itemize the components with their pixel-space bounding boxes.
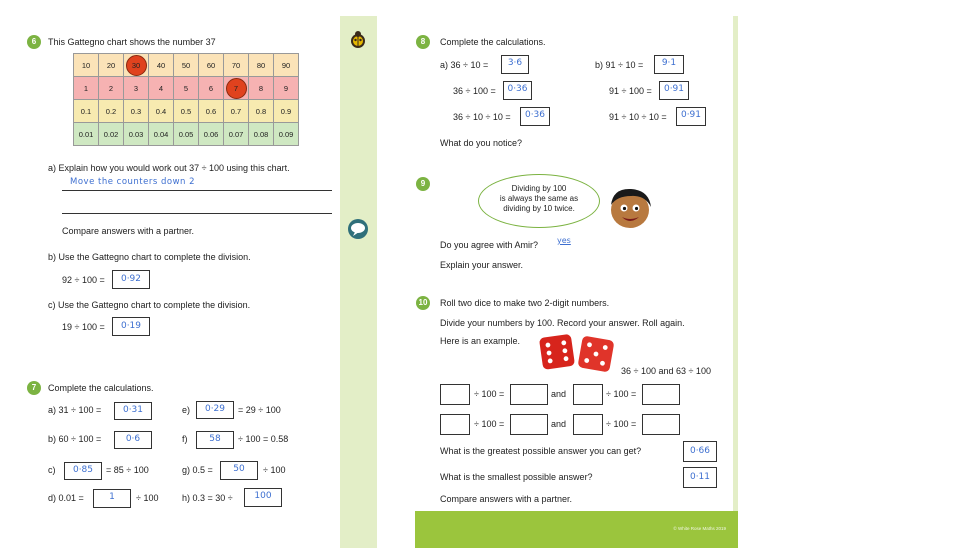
gattegno-cell xyxy=(174,100,199,123)
q7g-text: g) 0.5 = xyxy=(182,465,213,475)
q10-line-2: Divide your numbers by 100. Record your answer. Roll again. xyxy=(440,318,685,328)
q7d-text: d) 0.01 = xyxy=(48,493,84,503)
q8b1-answer-box[interactable]: 9·1 xyxy=(654,55,684,74)
gattegno-cell xyxy=(99,100,124,123)
gattegno-cell xyxy=(124,100,149,123)
question-number-10: 10 xyxy=(416,296,430,310)
gattegno-row xyxy=(74,100,299,123)
speech-bubble-icon xyxy=(347,218,369,240)
q9-agree-text: Do you agree with Amir? xyxy=(440,240,539,250)
q7e-label: e) xyxy=(182,405,191,415)
q8a2-text: 36 ÷ 100 = xyxy=(453,86,496,96)
q8-notice-text: What do you notice? xyxy=(440,138,523,148)
answer-line xyxy=(62,190,332,191)
q8a1-text: a) 36 ÷ 10 = xyxy=(440,60,489,70)
gattegno-cell xyxy=(224,123,249,146)
gattegno-cell-label: 90 xyxy=(281,60,291,70)
gattegno-cell xyxy=(99,123,124,146)
gattegno-cell-label: 5 xyxy=(183,83,189,93)
gattegno-cell xyxy=(199,100,224,123)
div-100-label: ÷ 100 = xyxy=(606,389,637,399)
gattegno-cell-label: 0.5 xyxy=(180,106,192,116)
q7g-post: ÷ 100 xyxy=(263,465,286,475)
record-box[interactable] xyxy=(440,414,470,435)
q10-smallest-answer-box[interactable]: 0·11 xyxy=(683,467,717,488)
q7f-label: f) xyxy=(182,434,188,444)
q7c-text: = 85 ÷ 100 xyxy=(106,465,149,475)
gattegno-cell-label: 1 xyxy=(83,83,89,93)
gattegno-cell-label: 30 xyxy=(131,60,141,70)
q6a-text: a) Explain how you would work out 37 ÷ 100 using this chart. xyxy=(48,163,290,173)
q7f-answer-box[interactable]: 58 xyxy=(196,431,234,449)
gattegno-cell xyxy=(74,77,99,100)
q6c-text: c) Use the Gattegno chart to complete the division. xyxy=(48,300,251,310)
gattegno-cell xyxy=(274,54,299,77)
gattegno-cell xyxy=(249,123,274,146)
record-box[interactable] xyxy=(642,414,680,435)
gattegno-cell xyxy=(274,100,299,123)
and-label: and xyxy=(551,419,567,429)
q7e-text: = 29 ÷ 100 xyxy=(238,405,281,415)
gattegno-cell xyxy=(174,123,199,146)
q7e-answer-box[interactable]: 0·29 xyxy=(196,401,234,419)
q8-title: Complete the calculations. xyxy=(440,37,546,47)
gattegno-cell-label: 40 xyxy=(156,60,166,70)
answer-line xyxy=(62,213,332,214)
gattegno-cell-label: 0.01 xyxy=(78,129,94,139)
q8b3-text: 91 ÷ 10 ÷ 10 = xyxy=(609,112,667,122)
gattegno-cell-label: 0.2 xyxy=(105,106,117,116)
q8a3-text: 36 ÷ 10 ÷ 10 = xyxy=(453,112,511,122)
speech-line: dividing by 10 twice. xyxy=(503,204,575,213)
gattegno-cell-label: 9 xyxy=(283,83,289,93)
page-edge-strip xyxy=(733,16,738,512)
gattegno-cell-label: 8 xyxy=(258,83,264,93)
gattegno-cell-label: 20 xyxy=(106,60,116,70)
record-box[interactable] xyxy=(642,384,680,405)
q7g-answer-box[interactable]: 50 xyxy=(220,461,258,480)
ladybird-icon xyxy=(348,30,368,50)
q6-title: This Gattegno chart shows the number 37 xyxy=(48,37,216,47)
gattegno-cell-label: 7 xyxy=(233,83,239,93)
gattegno-cell xyxy=(199,77,224,100)
gattegno-cell xyxy=(274,123,299,146)
gattegno-cell xyxy=(149,54,174,77)
q10-line-1: Roll two dice to make two 2-digit numbers. xyxy=(440,298,610,308)
gattegno-cell-label: 4 xyxy=(158,83,164,93)
gattegno-cell xyxy=(224,77,249,100)
copyright-text: © White Rose Maths 2019 xyxy=(673,526,726,531)
gattegno-cell xyxy=(174,77,199,100)
div-100-label: ÷ 100 = xyxy=(474,419,505,429)
gattegno-cell-label: 0.06 xyxy=(203,129,219,139)
gattegno-chart xyxy=(73,53,299,146)
q7c-answer-box[interactable]: 0·85 xyxy=(64,462,102,480)
gattegno-cell-label: 0.09 xyxy=(278,129,294,139)
gattegno-cell-label: 60 xyxy=(206,60,216,70)
gattegno-cell xyxy=(99,54,124,77)
gattegno-cell xyxy=(249,54,274,77)
gattegno-row xyxy=(74,77,299,100)
record-box[interactable] xyxy=(440,384,470,405)
gattegno-cell-label: 0.3 xyxy=(130,106,142,116)
q6-compare-text: Compare answers with a partner. xyxy=(62,226,195,236)
gattegno-cell xyxy=(74,100,99,123)
q6c-answer-box[interactable]: 0·19 xyxy=(112,317,150,336)
q10-example: 36 ÷ 100 and 63 ÷ 100 xyxy=(621,366,711,376)
q7d-post: ÷ 100 xyxy=(136,493,159,503)
gattegno-cell-label: 0.9 xyxy=(280,106,292,116)
gattegno-cell-label: 0.6 xyxy=(205,106,217,116)
gattegno-cell xyxy=(74,54,99,77)
speech-line: Dividing by 100 xyxy=(511,184,567,193)
gattegno-cell-label: 0.03 xyxy=(128,129,144,139)
speech-line: is always the same as xyxy=(499,194,579,203)
div-100-label: ÷ 100 = xyxy=(474,389,505,399)
gattegno-cell-label: 3 xyxy=(133,83,139,93)
q8b3-answer-box[interactable]: 0·91 xyxy=(676,107,706,126)
q8b2-answer-box[interactable]: 0·91 xyxy=(659,81,689,100)
gattegno-cell-label: 0.04 xyxy=(153,129,169,139)
q7a-text: a) 31 ÷ 100 = xyxy=(48,405,102,415)
gattegno-cell-label: 0.07 xyxy=(228,129,244,139)
gattegno-cell xyxy=(249,100,274,123)
gattegno-cell xyxy=(124,77,149,100)
gattegno-cell xyxy=(149,77,174,100)
speech-bubble xyxy=(478,174,600,228)
q8b1-text: b) 91 ÷ 10 = xyxy=(595,60,644,70)
gattegno-cell xyxy=(224,54,249,77)
gattegno-cell-label: 0.4 xyxy=(155,106,167,116)
q10-greatest-text: What is the greatest possible answer you can get? xyxy=(440,446,642,456)
q6a-handwritten-answer: Move the counters down 2 xyxy=(70,177,196,187)
q9-explain-text: Explain your answer. xyxy=(440,260,524,270)
q6b-calc: 92 ÷ 100 = xyxy=(62,275,105,285)
gattegno-cell xyxy=(249,77,274,100)
gattegno-cell-label: 0.7 xyxy=(230,106,242,116)
q7h-answer-box[interactable]: 100 xyxy=(244,488,282,507)
q7h-text: h) 0.3 = 30 ÷ xyxy=(182,493,233,503)
gattegno-cell-label: 50 xyxy=(181,60,191,70)
gattegno-cell xyxy=(174,54,199,77)
gattegno-cell-label: 2 xyxy=(108,83,114,93)
record-box[interactable] xyxy=(573,414,603,435)
and-label: and xyxy=(551,389,567,399)
gattegno-cell xyxy=(149,123,174,146)
gattegno-cell-label: 0.02 xyxy=(103,129,119,139)
question-number-6: 6 xyxy=(27,35,41,49)
q6c-calc: 19 ÷ 100 = xyxy=(62,322,105,332)
question-number-8: 8 xyxy=(416,35,430,49)
q9-agree-answer: yes xyxy=(557,236,571,245)
q10-line-3: Here is an example. xyxy=(440,336,521,346)
question-number-7: 7 xyxy=(27,381,41,395)
gattegno-row xyxy=(74,123,299,146)
gattegno-cell-label: 6 xyxy=(208,83,214,93)
gattegno-cell xyxy=(199,54,224,77)
gattegno-cell xyxy=(274,77,299,100)
question-number-9: 9 xyxy=(416,177,430,191)
q10-greatest-answer-box[interactable]: 0·66 xyxy=(683,441,717,462)
book-spine xyxy=(340,16,377,548)
q7d-answer-box[interactable]: 1 xyxy=(93,489,131,508)
q6b-answer-box[interactable]: 0·92 xyxy=(112,270,150,289)
gattegno-cell xyxy=(99,77,124,100)
gattegno-cell-label: 0.08 xyxy=(253,129,269,139)
q10-smallest-text: What is the smallest possible answer? xyxy=(440,472,593,482)
q8a2-answer-box[interactable]: 0·36 xyxy=(503,81,532,100)
q7c-label: c) xyxy=(48,465,56,475)
gattegno-cell-label: 0.05 xyxy=(178,129,194,139)
gattegno-cell xyxy=(149,100,174,123)
amir-character-icon xyxy=(605,185,655,231)
div-100-label: ÷ 100 = xyxy=(606,419,637,429)
dice-icon xyxy=(538,332,618,374)
q6b-text: b) Use the Gattegno chart to complete the division. xyxy=(48,252,251,262)
q7b-text: b) 60 ÷ 100 = xyxy=(48,434,102,444)
gattegno-cell xyxy=(124,123,149,146)
gattegno-cell-label: 10 xyxy=(81,60,91,70)
q8b2-text: 91 ÷ 100 = xyxy=(609,86,652,96)
record-box[interactable] xyxy=(510,384,548,405)
gattegno-cell-label: 0.1 xyxy=(80,106,92,116)
page-footer-band xyxy=(415,511,738,548)
gattegno-cell xyxy=(124,54,149,77)
gattegno-cell-label: 70 xyxy=(231,60,241,70)
record-box[interactable] xyxy=(510,414,548,435)
q7b-answer-box[interactable]: 0·6 xyxy=(114,431,152,449)
gattegno-cell-label: 80 xyxy=(256,60,266,70)
gattegno-row xyxy=(74,54,299,77)
q8a1-answer-box[interactable]: 3·6 xyxy=(501,55,529,74)
q7f-text: ÷ 100 = 0.58 xyxy=(238,434,289,444)
gattegno-cell xyxy=(199,123,224,146)
q10-compare-text: Compare answers with a partner. xyxy=(440,494,573,504)
record-box[interactable] xyxy=(573,384,603,405)
q8a3-answer-box[interactable]: 0·36 xyxy=(520,107,550,126)
gattegno-cell xyxy=(224,100,249,123)
q7a-answer-box[interactable]: 0·31 xyxy=(114,402,152,420)
gattegno-cell xyxy=(74,123,99,146)
q7-title: Complete the calculations. xyxy=(48,383,154,393)
gattegno-cell-label: 0.8 xyxy=(255,106,267,116)
